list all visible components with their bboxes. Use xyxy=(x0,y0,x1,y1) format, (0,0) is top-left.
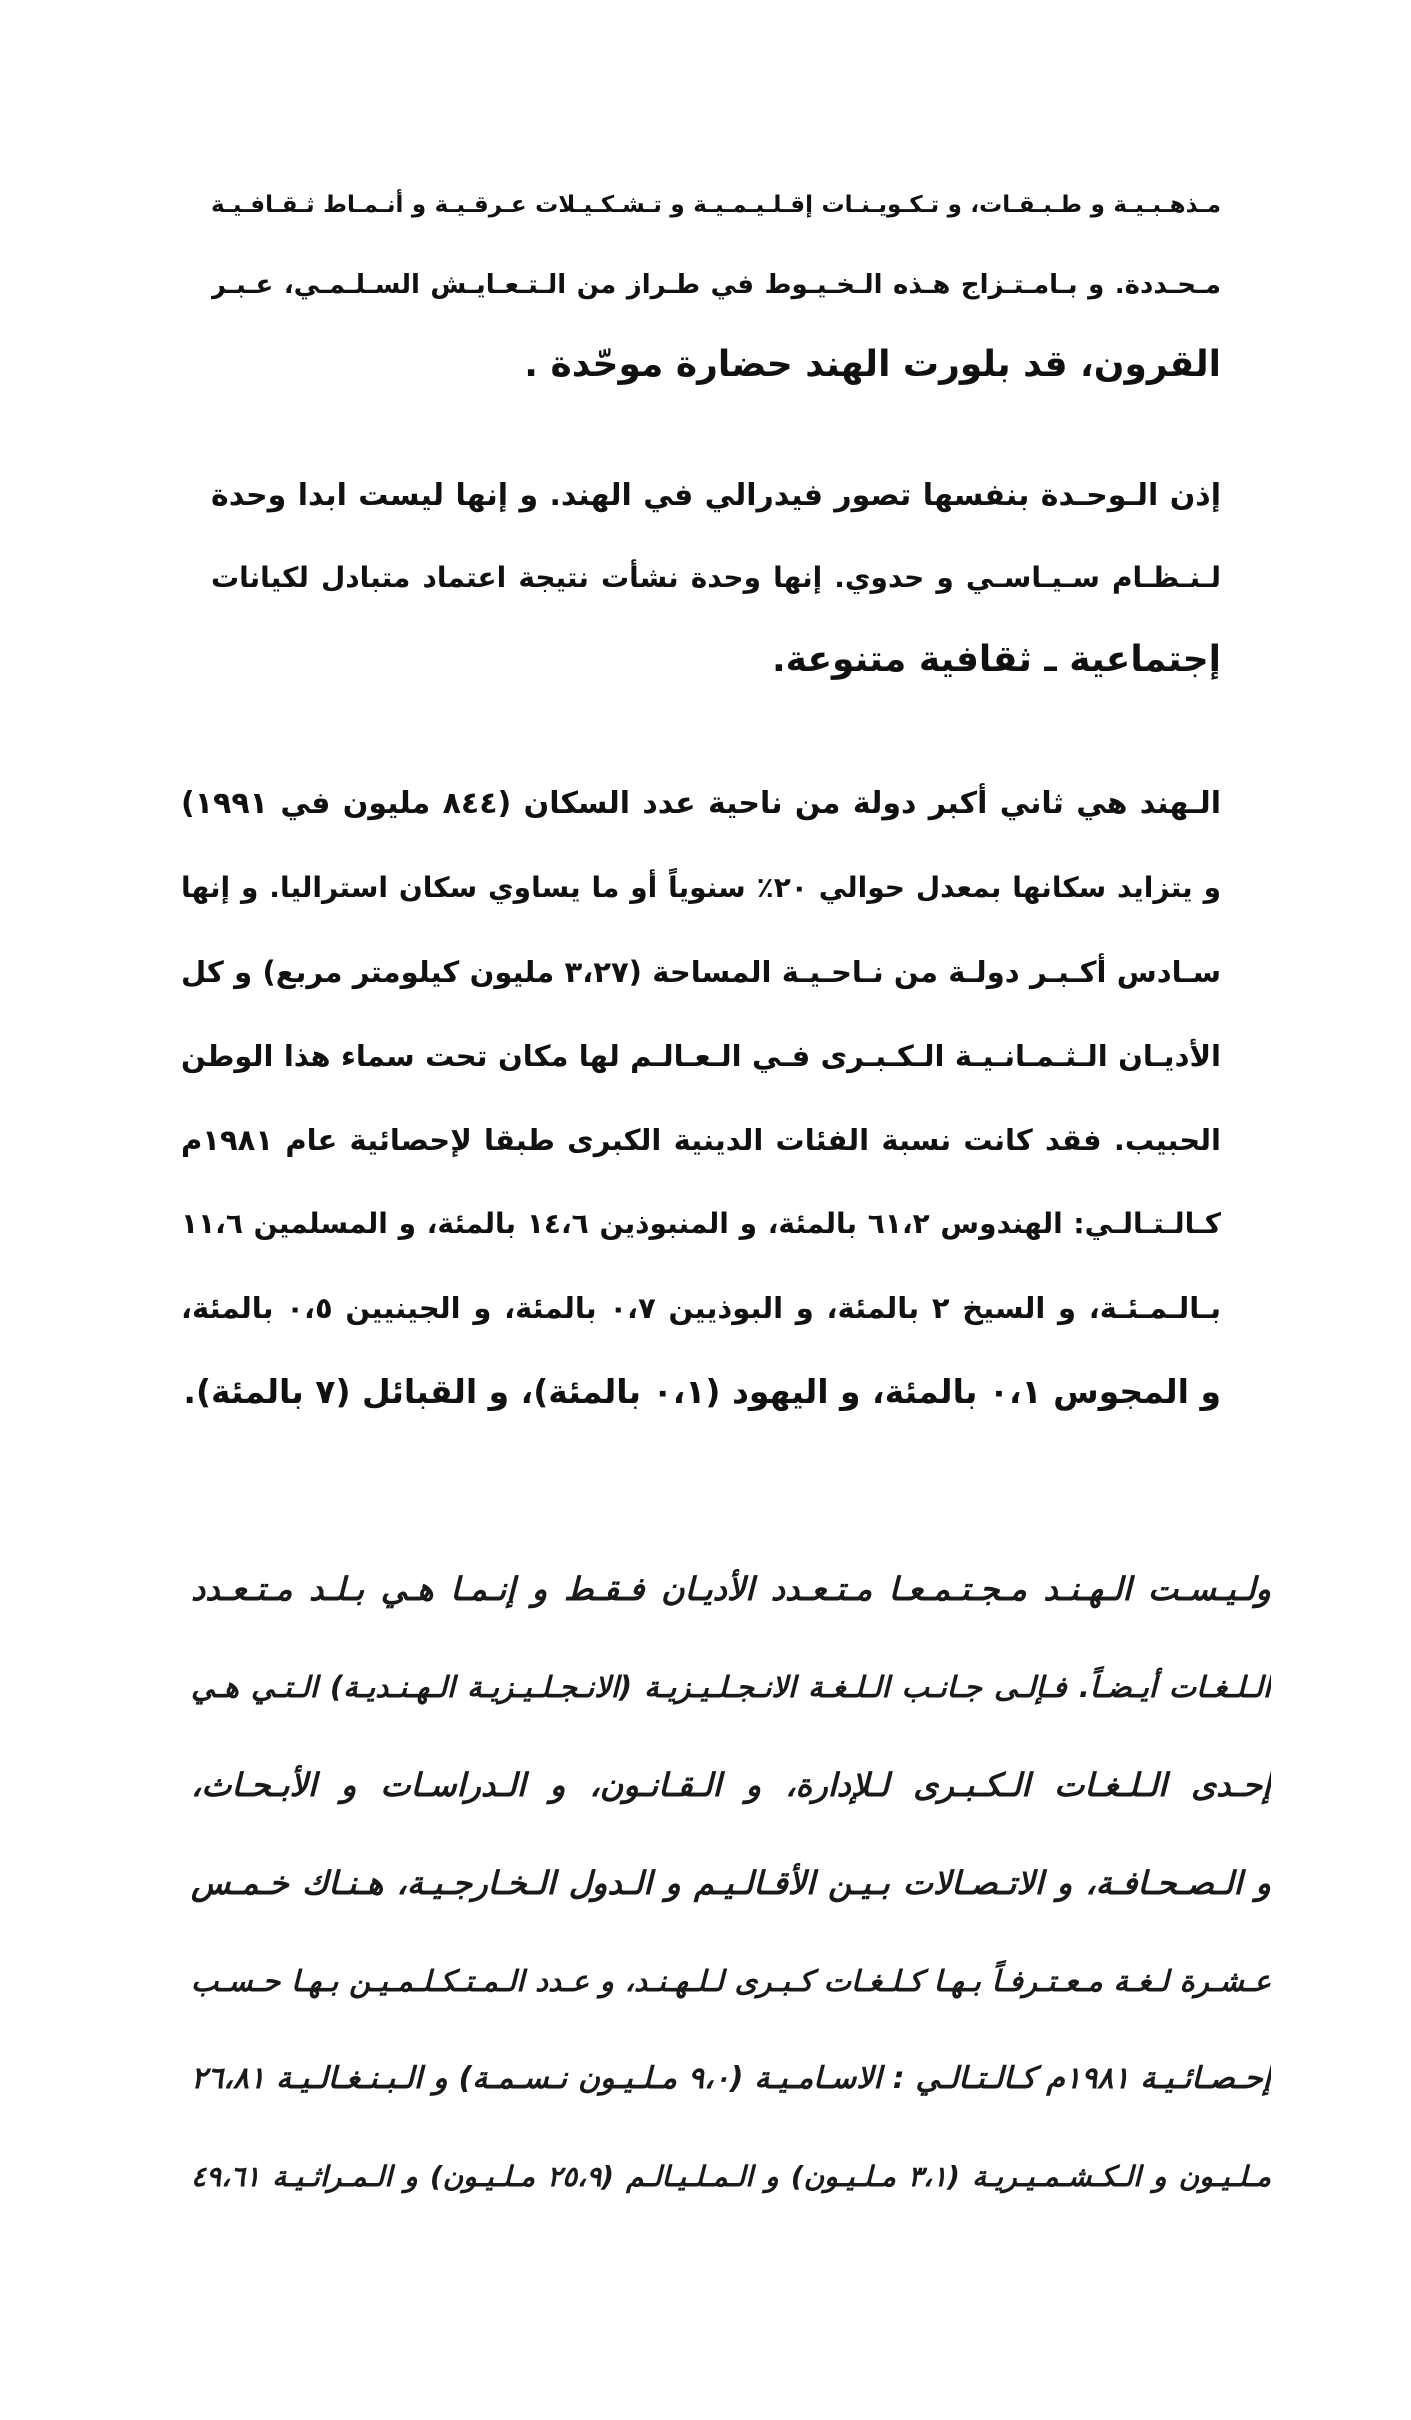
paragraph-line: إحـدى الـلـغـات الـكـبـرى لـلإدارة، و الـقـانـون، و الـدراسـات و الأبـحـاث، xyxy=(191,1766,1271,1804)
paragraph-line: و الـصـحـافـة، و الاتـصـالات بـيـن الأقـالـيـم و الـدول الـخـارجـيـة، هـنـاك خـمـس xyxy=(191,1864,1271,1902)
paragraph-line: مـحـددة. و بـامـتـزاج هـذه الـخـيـوط في طـراز من الـتـعـايـش السـلـمـي، عـبـر xyxy=(211,270,1221,300)
paragraph-line: الـهند هي ثاني أكبر دولة من ناحية عدد السكان (٨٤٤ مليون في ١٩٩١) xyxy=(181,786,1221,821)
paragraph-line: كـالـتـالـي: الهندوس ٦١،٢ بالمئة، و المنبوذين ١٤،٦ بالمئة، و المسلمين ١١،٦ xyxy=(181,1207,1221,1240)
paragraph-line: إحـصـائـيـة ١٩٨١م كـالـتـالـي : الاسـامـيـة (٩،٠ مـلـيـون نـسـمـة) و الـبـنـغـالـيـة ٢٦،٨١ xyxy=(191,2061,1271,2096)
paragraph-line: إجتماعية ـ ثقافية متنوعة. xyxy=(771,639,1221,680)
paragraph-line: الحبيب. فقد كانت نسبة الفئات الدينية الكبرى طبقا لإحصائية عام ١٩٨١م xyxy=(181,1123,1221,1157)
paragraph-line: و يتزايد سكانها بمعدل حوالي ٢٠٪ سنوياً أو ما يساوي سكان استراليا. و إنها xyxy=(181,871,1221,904)
paragraph-2 xyxy=(211,455,1221,701)
paragraph-line: عـشـرة لـغـة مـعـتـرفـاً بـهـا كـلـغـات كـبـرى لـلـهـنـد، و عـدد الـمـتـكـلـمـيـن بـهـا حـسـب xyxy=(191,1964,1271,1998)
paragraph-line: الأديـان الـثـمـانـيـة الـكـبـرى فـي الـعـالـم لها مكان تحت سماء هذا الوطن xyxy=(181,1039,1221,1073)
paragraph-line: ولـيـسـت الـهـنـد مـجـتـمـعـا مـتـعـدد الأديـان فـقـط و إنـمـا هـي بـلـد مـتـعـدد xyxy=(191,1570,1271,1608)
paragraph-line: إذن الـوحـدة بنفسها تصور فيدرالي في الهند. و إنها ليست ابدا وحدة xyxy=(211,478,1221,513)
paragraph-line: و المجوس ٠،١ بالمئة، و اليهود (٠،١ بالمئة)، و القبائل (٧ بالمئة). xyxy=(183,1372,1221,1411)
paragraph-4 xyxy=(191,1540,1271,2226)
paragraph-line: مـلـيـون و الـكـشـمـيـريـة (٣،١ مـلـيـون) و الـمـلـيـالـم (٢٥،٩ مـلـيـون) و الـمـراثـيـة ٤٩،٦١ xyxy=(191,2160,1271,2193)
paragraph-line: لـنـظـام سـيـاسـي و حدوي. إنها وحدة نشأت نتيجة اعتماد متبادل لكيانات xyxy=(211,561,1221,594)
paragraph-line: مـذهـبـيـة و طـبـقـات، و تـكـويـنـات إقـلـيـمـيـة و تـشـكـيـلات عـرقـيـة و أنـمـاط ثـقـافـيـة xyxy=(211,192,1221,218)
paragraph-3 xyxy=(181,762,1221,1434)
paragraph-line: الـلـغـات أيـضـاً. فـإلـى جـانـب الـلـغـة الانـجـلـيـزيـة (الانـجـلـيـزيـة الـهـنـديـة) الـتـي هـي xyxy=(191,1670,1271,1704)
paragraph-line: سـادس أكـبـر دولـة من نـاحـيـة المساحة (٣،٢٧ مليون كيلومتر مربع) و كل xyxy=(181,955,1221,989)
paragraph-line: بـالـمـئـة، و السيخ ٢ بالمئة، و البوذيين ٠،٧ بالمئة، و الجينيين ٠،٥ بالمئة، xyxy=(181,1291,1221,1325)
paragraph-line: القرون، قد بلورت الهند حضارة موحّدة . xyxy=(524,344,1221,385)
paragraph-1 xyxy=(211,165,1221,405)
